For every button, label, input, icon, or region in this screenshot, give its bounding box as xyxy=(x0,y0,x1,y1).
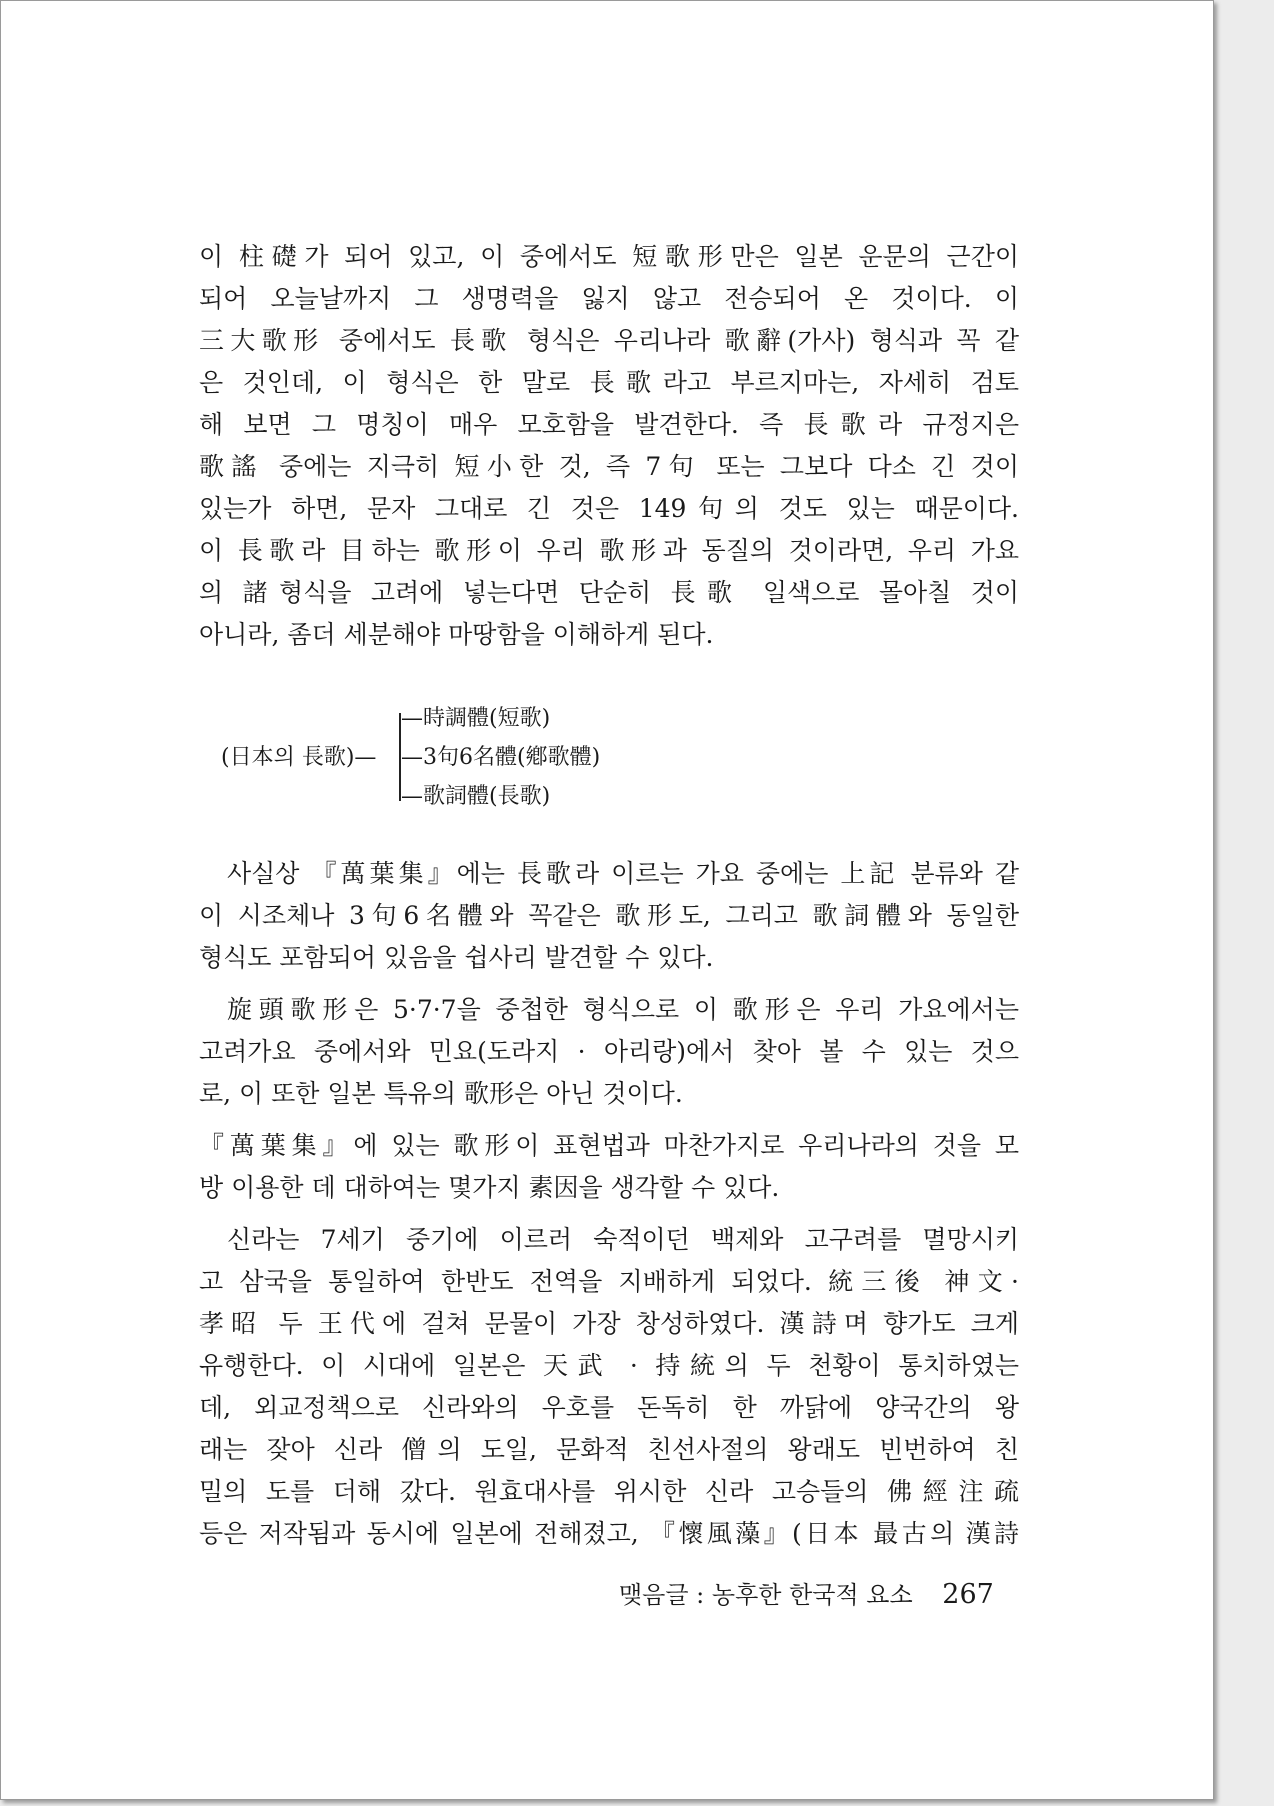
text-line: 래는 잦아 신라 僧의 도일, 문화적 친선사절의 왕래도 빈번하여 친 xyxy=(199,1435,1019,1464)
paragraph-2 xyxy=(199,853,1019,979)
text-line: 고려가요 중에서와 민요(도라지 · 아리랑)에서 찾아 볼 수 있는 것으 xyxy=(199,1037,1019,1066)
diagram-branch-2: —3句6名體(鄕歌體) xyxy=(401,745,601,770)
text-line: 방 이용한 데 대하여는 몇가지 素因을 생각할 수 있다. xyxy=(199,1173,780,1202)
diagram-branch-1: —時調體(短歌) xyxy=(401,706,551,731)
text-line: 등은 저작됨과 동시에 일본에 전해졌고, 『懷風藻』(日本 最古의 漢詩 xyxy=(199,1519,1019,1548)
text-line: 고 삼국을 통일하여 한반도 전역을 지배하게 되었다. 統三後 神文· xyxy=(199,1267,1019,1296)
text-line: 이 長歌라 目하는 歌形이 우리 歌形과 동질의 것이라면, 우리 가요 xyxy=(199,536,1019,565)
text-line: 의 諸형식을 고려에 넣는다면 단순히 長歌 일색으로 몰아칠 것이 xyxy=(199,578,1019,607)
text-line: 三大歌形 중에서도 長歌 형식은 우리나라 歌辭(가사) 형식과 꼭 같 xyxy=(199,326,1019,355)
text-block-2 xyxy=(199,853,1019,1555)
text-line: 신라는 7세기 중기에 이르러 숙적이던 백제와 고구려를 멸망시키 xyxy=(227,1225,1019,1254)
text-line: 로, 이 또한 일본 특유의 歌形은 아닌 것이다. xyxy=(199,1079,683,1108)
paragraph-5 xyxy=(199,1219,1019,1555)
text-line: 유행한다. 이 시대에 일본은 天武 · 持統의 두 천황이 통치하였는 xyxy=(199,1351,1019,1380)
text-line: 아니라, 좀더 세분해야 마땅함을 이해하게 된다. xyxy=(199,620,714,649)
paragraph-1 xyxy=(199,236,1019,656)
text-line: 은 것인데, 이 형식은 한 말로 長歌라고 부르지마는, 자세히 검토 xyxy=(199,368,1019,397)
text-line: 사실상 『萬葉集』에는 長歌라 이르는 가요 중에는 上記 분류와 같 xyxy=(227,859,1019,888)
paragraph-3 xyxy=(199,989,1019,1115)
text-line: 형식도 포함되어 있음을 쉽사리 발견할 수 있다. xyxy=(199,943,714,972)
text-line: 이 시조체나 3句6名體와 꼭같은 歌形도, 그리고 歌詞體와 동일한 xyxy=(199,901,1019,930)
page-footer xyxy=(619,1575,994,1610)
diagram-branch-3: —歌詞體(長歌) xyxy=(401,784,551,809)
text-line: 데, 외교정책으로 신라와의 우호를 돈독히 한 까닭에 양국간의 왕 xyxy=(199,1393,1019,1422)
text-line: 孝昭 두 王代에 걸쳐 문물이 가장 창성하였다. 漢詩며 향가도 크게 xyxy=(199,1309,1019,1338)
text-line: 『萬葉集』에 있는 歌形이 표현법과 마찬가지로 우리나라의 것을 모 xyxy=(199,1131,1019,1160)
classification-diagram xyxy=(221,697,741,815)
text-line: 밀의 도를 더해 갔다. 원효대사를 위시한 신라 고승들의 佛經注疏 xyxy=(199,1477,1019,1506)
paragraph-4 xyxy=(199,1125,1019,1209)
running-title: 맺음글 : 농후한 한국적 요소 xyxy=(619,1581,913,1609)
text-line: 歌謠 중에는 지극히 短小한 것, 즉 7句 또는 그보다 다소 긴 것이 xyxy=(199,452,1019,481)
page-number: 267 xyxy=(942,1579,994,1610)
text-line: 있는가 하면, 문자 그대로 긴 것은 149句의 것도 있는 때문이다. xyxy=(199,494,1019,523)
diagram-root-label: (日本의 長歌)— xyxy=(221,745,377,770)
text-line: 旋頭歌形은 5·7·7을 중첩한 형식으로 이 歌形은 우리 가요에서는 xyxy=(227,995,1019,1024)
text-line: 되어 오늘날까지 그 생명력을 잃지 않고 전승되어 온 것이다. 이 xyxy=(199,284,1019,313)
text-line: 해 보면 그 명칭이 매우 모호함을 발견한다. 즉 長歌라 규정지은 xyxy=(199,410,1019,439)
text-line: 이 柱礎가 되어 있고, 이 중에서도 短歌形만은 일본 운문의 근간이 xyxy=(199,242,1019,271)
